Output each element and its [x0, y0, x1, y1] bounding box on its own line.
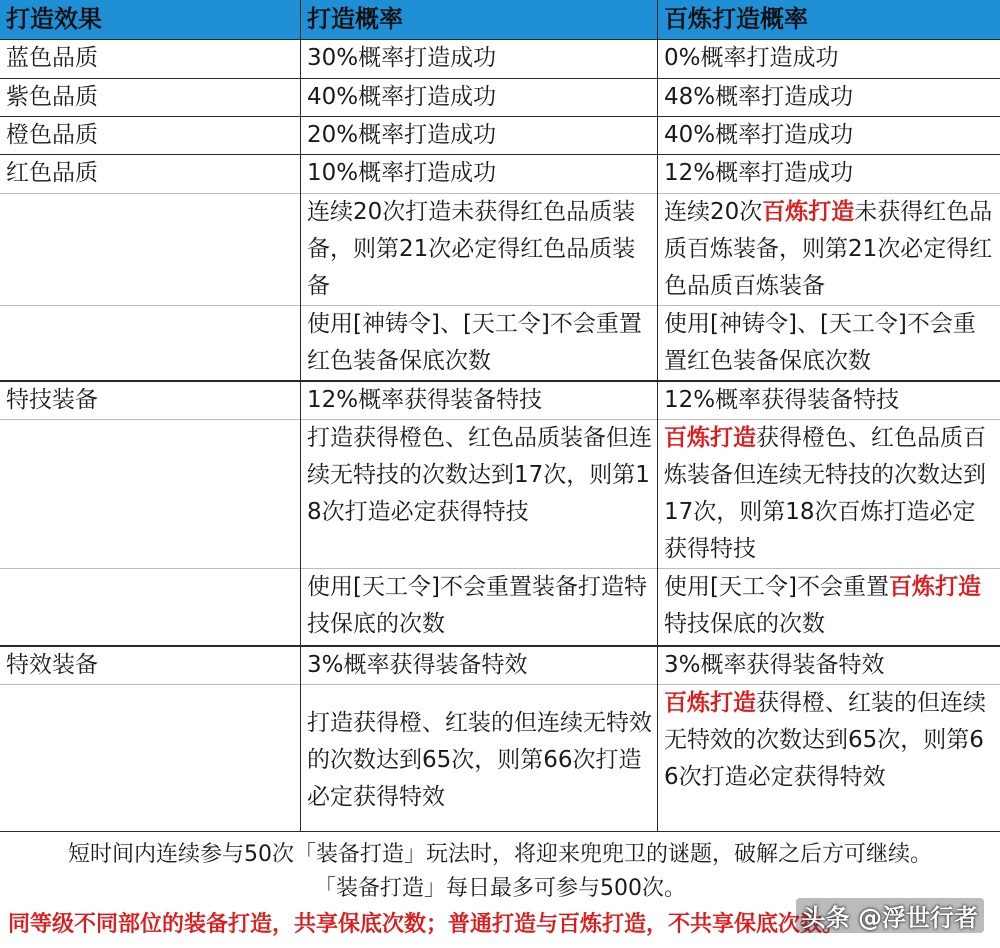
red-pity-text-a: 连续20次 — [664, 199, 763, 225]
divider — [0, 684, 1000, 685]
cell-skill-bailian-pity — [658, 420, 994, 568]
row-label-skill: 特技装备 — [6, 387, 98, 413]
skill-reset-text-a: 使用[天工令]不会重置 — [664, 574, 889, 600]
cell-blue-bailian: 0%概率打造成功 — [664, 45, 839, 71]
skill-pity-highlight: 百炼打造 — [664, 425, 756, 451]
footer-note-1: 短时间内连续参与50次「装备打造」玩法时，将迎来兜兜卫的谜题，破解之后方可继续。 — [68, 842, 932, 867]
cell-red-normal-pity: 连续20次打造未获得红色品质装备，则第21次必定得红色品质装备 — [307, 199, 636, 299]
skill-pity-text-b: 获得橙色、红色品质百炼装备但连续无特技的次数达到17次，则第18次百炼打造必定获得特技 — [664, 425, 986, 562]
watermark: 头条 @浮世行者 — [796, 898, 984, 933]
cell-effect-bailian: 3%概率获得装备特效 — [664, 652, 885, 678]
footer-note-2: 「装备打造」每日最多可参与500次。 — [314, 876, 686, 901]
cell-skill-normal: 12%概率获得装备特技 — [307, 387, 543, 413]
row-label-orange: 橙色品质 — [6, 122, 98, 148]
row-label-effect: 特效装备 — [6, 652, 98, 678]
cell-red-normal: 10%概率打造成功 — [307, 160, 497, 186]
skill-reset-text-b: 特技保底的次数 — [664, 611, 825, 637]
cell-orange-normal: 20%概率打造成功 — [307, 122, 497, 148]
effect-pity-text-b: 获得橙、红装的但连续无特效的次数达到65次，则第66次打造必定获得特效 — [664, 690, 986, 790]
header-bailian-prob: 百炼打造概率 — [658, 0, 1000, 39]
cell-blue-normal: 30%概率打造成功 — [307, 45, 497, 71]
red-pity-highlight: 百炼打造 — [762, 199, 855, 225]
cell-purple-bailian: 48%概率打造成功 — [664, 84, 854, 110]
cell-red-bailian-pity — [658, 194, 994, 305]
divider — [0, 78, 1000, 79]
cell-skill-normal-pity: 打造获得橙色、红色品质装备但连续无特技的次数达到17次，则第18次打造必定获得特技 — [307, 425, 652, 525]
cell-effect-normal: 3%概率获得装备特效 — [307, 652, 528, 678]
divider — [0, 419, 1000, 420]
row-label-red: 红色品质 — [6, 160, 98, 186]
divider — [0, 116, 1000, 117]
skill-reset-highlight: 百炼打造 — [888, 574, 981, 600]
divider — [0, 645, 1000, 647]
header-normal-prob: 打造概率 — [301, 0, 657, 39]
row-label-blue: 蓝色品质 — [6, 45, 98, 71]
footer-note-3: 同等级不同部位的装备打造，共享保底次数；普通打造与百炼打造，不共享保底次数。 — [8, 912, 845, 937]
cell-skill-normal-reset: 使用[天工令]不会重置装备打造特技保底的次数 — [307, 574, 647, 637]
column-divider — [657, 0, 658, 832]
effect-pity-highlight: 百炼打造 — [664, 690, 756, 716]
row-label-purple: 紫色品质 — [6, 84, 98, 110]
red-pity-text-b: 未获得红色品质百炼装备，则第21次必定得红色品质百炼装备 — [664, 199, 993, 299]
cell-effect-normal-pity: 打造获得橙、红装的但连续无特效的次数达到65次，则第66次打造必定获得特效 — [307, 710, 652, 810]
header-effect: 打造效果 — [0, 0, 300, 39]
divider — [0, 305, 1000, 306]
cell-purple-normal: 40%概率打造成功 — [307, 84, 497, 110]
cell-red-normal-reset: 使用[神铸令]、[天工令]不会重置红色装备保底次数 — [307, 311, 642, 374]
cell-effect-bailian-pity — [658, 685, 994, 831]
divider — [0, 831, 1000, 832]
divider — [0, 380, 1000, 382]
column-divider — [300, 0, 301, 832]
divider — [0, 39, 1000, 40]
divider — [0, 193, 1000, 194]
cell-red-bailian: 12%概率打造成功 — [664, 160, 854, 186]
divider — [0, 154, 1000, 155]
cell-orange-bailian: 40%概率打造成功 — [664, 122, 854, 148]
cell-skill-bailian-reset — [658, 569, 994, 645]
cell-red-bailian-reset: 使用[神铸令]、[天工令]不会重置红色装备保底次数 — [664, 311, 976, 374]
divider — [0, 568, 1000, 569]
cell-skill-bailian: 12%概率获得装备特技 — [664, 387, 900, 413]
